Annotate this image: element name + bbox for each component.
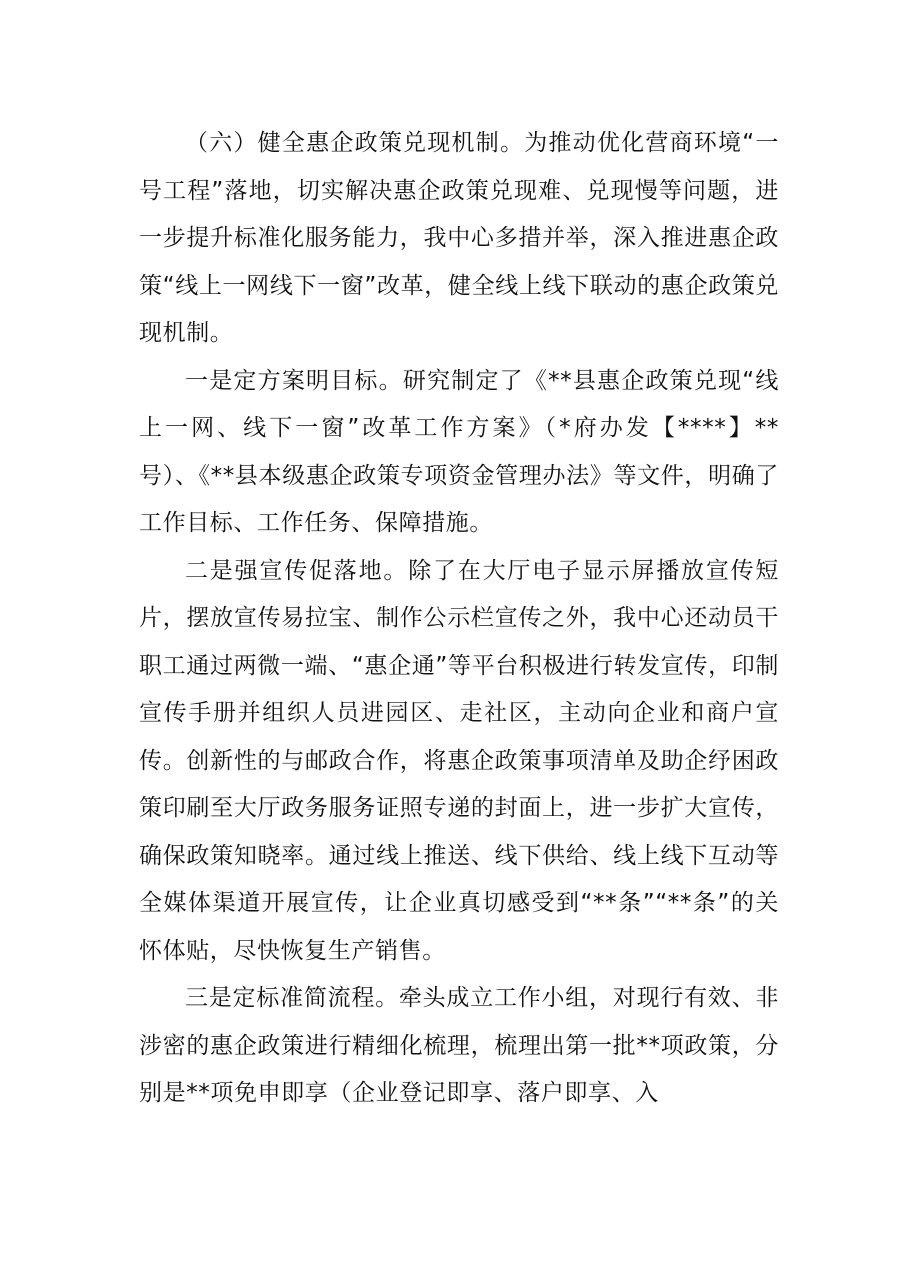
paragraph-publicity: 二是强宣传促落地。除了在大厅电子显示屏播放宣传短片，摆放宣传易拉宝、制作公示栏宣传之外，我中心还动员干职工通过两微一端、“惠企通”等平台积极进行转发宣传，印制宣传手册并组织人员进园区、走社区，主动向企业和商户宣传。创新性的与邮政合作，将惠企政策事项清单及助企纾困政策印刷至大厅政务服务证照专递的封面上，进一步扩大宣传，确保政策知晓率。通过线上推送、线下供给、线上线下互动等全媒体渠道开展宣传，让企业真切感受到“**条”“**条”的关怀体贴，尽快恢复生产销售。 [139,557,779,964]
paragraph-process: 三是定标准简流程。牵头成立工作小组，对现行有效、非涉密的惠企政策进行精细化梳理，梳理出第一批**项政策，分别是**项免申即享（企业登记即享、落户即享、入 [139,985,779,1106]
paragraph-mechanism: （六）健全惠企政策兑现机制。为推动优化营商环境“一号工程”落地，切实解决惠企政策兑现难、兑现慢等问题，进一步提升标准化服务能力，我中心多措并举，深入推进惠企政策“线上一网线下一窗”改革，健全线上线下联动的惠企政策兑现机制。 [139,130,779,346]
document-body [139,120,779,1118]
paragraph-plan-goals: 一是定方案明目标。研究制定了《**县惠企政策兑现“线上一网、线下一窗”改革工作方案》（*府办发【****】**号）、《**县本级惠企政策专项资金管理办法》等文件，明确了工作目标、工作任务、保障措施。 [139,367,779,536]
